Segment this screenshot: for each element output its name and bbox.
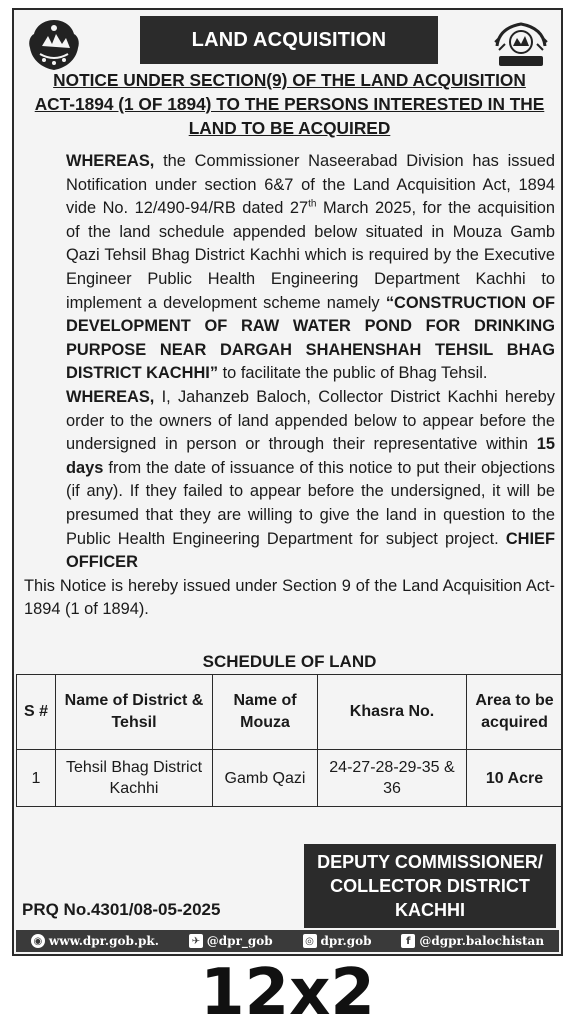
footer-bar	[16, 930, 559, 952]
scheme-name: “CONSTRUCTION OF DEVELOPMENT OF RAW WATER POND FOR DRINKING PURPOSE NEAR DARGAH SHAHENSHAH TEHSIL BHAG DISTRICT KACHHI”	[66, 293, 555, 383]
footer-twitter[interactable]	[189, 934, 273, 948]
paragraph-commissioner-notification	[24, 150, 555, 386]
schedule-title: SCHEDULE OF LAND	[202, 652, 377, 671]
instagram-icon: ◎	[303, 934, 317, 948]
notice-body	[24, 150, 555, 622]
paragraph-text: March 2025, for the acquisition of the land schedule appended below situated in Mouza Gamb Qazi Tehsil Bhag District Kachhi which is required by the Executive Engineer Public Health Engineering Department Kachhi to implement a development scheme namely	[66, 199, 556, 312]
objection-period: 15 days	[66, 435, 555, 477]
paragraph-section-9: This Notice is hereby issued under Section 9 of the Land Acquisition Act-1894 (1 of 1894).	[24, 576, 555, 619]
instagram-handle: dpr.gob	[320, 934, 372, 948]
twitter-icon: ✈	[189, 934, 203, 948]
cell-khasra: 24-27-28-29-35 & 36	[318, 750, 467, 807]
cell-area: 10 Acre	[467, 750, 563, 807]
cell-district-tehsil: Tehsil Bhag District Kachhi	[56, 750, 213, 807]
chief-officer-label: CHIEF OFFICER	[66, 529, 555, 572]
col-khasra: Khasra No.	[318, 675, 467, 750]
paragraph-text: the Commissioner Naseerabad Division has issued Notification under section 6&7 of the Land Acquisition Act, 1894 vide No. 12/490-94/RB dated 27	[66, 152, 555, 218]
signatory-box	[304, 844, 556, 928]
footer-instagram[interactable]	[303, 934, 372, 948]
paragraph-text: from the date of issuance of this notice to put their objections (if any). If they failed to appear before the undersigned, it will be presumed that they are willing to give the land in question to the Public Health Engineering Department for subject project.	[66, 458, 555, 548]
cell-serial: 1	[17, 750, 56, 807]
table-row	[17, 750, 563, 807]
signatory-line-1: DEPUTY COMMISSIONER/	[317, 852, 543, 872]
notice-title: LAND ACQUISITION	[140, 16, 438, 64]
date-suffix: th	[308, 198, 317, 210]
col-mouza: Name of Mouza	[213, 675, 318, 750]
footer-website[interactable]	[31, 934, 159, 948]
whereas-lead: WHEREAS,	[66, 152, 155, 170]
ad-size-tag: 12x2	[200, 956, 375, 1030]
paragraph-text: to facilitate the public of Bhag Tehsil.	[218, 364, 488, 383]
schedule-table	[16, 674, 563, 807]
facebook-icon: f	[401, 934, 415, 948]
col-serial: S #	[17, 675, 56, 750]
cell-mouza: Gamb Qazi	[213, 750, 318, 807]
notice-frame	[12, 8, 563, 956]
paragraph-text: I, Jahanzeb Baloch, Collector District Kachhi hereby order to the owners of land appended below to appear before the undersigned in person or through their representative within	[66, 387, 555, 454]
whereas-lead: WHEREAS,	[66, 387, 155, 406]
col-district-tehsil: Name of District & Tehsil	[56, 675, 213, 750]
notice-heading: NOTICE UNDER SECTION(9) OF THE LAND ACQUISITION ACT-1894 (1 OF 1894) TO THE PERSONS INTERESTED IN THE LAND TO BE ACQUIRED	[34, 70, 545, 138]
footer-facebook[interactable]	[401, 934, 544, 948]
paragraph-collector-order	[24, 386, 555, 575]
balochistan-emblem-left	[22, 16, 86, 74]
facebook-handle: @dgpr.balochistan	[419, 934, 545, 948]
col-area: Area to be acquired	[467, 675, 563, 750]
government-balochistan-logo-right	[489, 16, 553, 74]
signatory-line-3: KACHHI	[395, 900, 465, 920]
signatory-line-2: COLLECTOR DISTRICT	[330, 876, 530, 896]
prq-number: PRQ No.4301/08-05-2025	[22, 900, 221, 919]
website-text: www.dpr.gob.pk.	[48, 934, 159, 948]
twitter-handle: @dpr_gob	[206, 934, 273, 948]
table-header-row	[17, 675, 563, 750]
globe-icon: ◉	[31, 934, 45, 948]
